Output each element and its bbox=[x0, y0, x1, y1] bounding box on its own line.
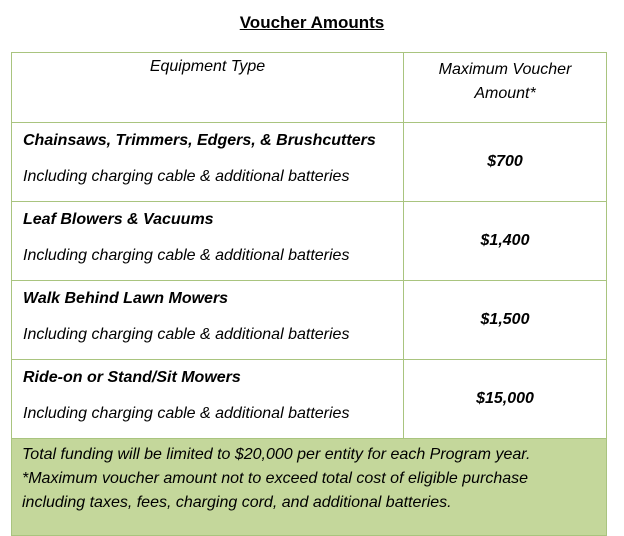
equipment-cell bbox=[12, 202, 404, 281]
equipment-note: Including charging cable & additional batteries bbox=[23, 168, 350, 185]
voucher-amount: $1,500 bbox=[404, 281, 607, 360]
table-header-row bbox=[12, 53, 607, 123]
footer-note bbox=[12, 439, 607, 536]
table-row bbox=[12, 202, 607, 281]
equipment-cell bbox=[12, 281, 404, 360]
table-footer-row bbox=[12, 439, 607, 536]
equipment-name: Ride-on or Stand/Sit Mowers bbox=[23, 369, 241, 386]
equipment-note: Including charging cable & additional batteries bbox=[23, 326, 350, 343]
equipment-cell bbox=[12, 360, 404, 439]
voucher-amount: $700 bbox=[404, 123, 607, 202]
voucher-table bbox=[11, 52, 606, 536]
equipment-note: Including charging cable & additional batteries bbox=[23, 405, 350, 422]
header-max-voucher-line1: Maximum Voucher bbox=[438, 61, 572, 78]
voucher-amount: $1,400 bbox=[404, 202, 607, 281]
footer-line-3: including taxes, fees, charging cord, and additional batteries. bbox=[22, 494, 452, 511]
equipment-name: Leaf Blowers & Vacuums bbox=[23, 211, 214, 228]
equipment-name: Walk Behind Lawn Mowers bbox=[23, 290, 229, 307]
voucher-amount: $15,000 bbox=[404, 360, 607, 439]
header-max-voucher bbox=[404, 53, 607, 123]
equipment-cell bbox=[12, 123, 404, 202]
header-max-voucher-line2: Amount* bbox=[474, 85, 536, 102]
table-row bbox=[12, 360, 607, 439]
table-row bbox=[12, 123, 607, 202]
footer-line-2: *Maximum voucher amount not to exceed total cost of eligible purchase bbox=[22, 470, 529, 487]
equipment-note: Including charging cable & additional batteries bbox=[23, 247, 350, 264]
equipment-name: Chainsaws, Trimmers, Edgers, & Brushcutters bbox=[23, 132, 376, 149]
table-row bbox=[12, 281, 607, 360]
footer-line-1: Total funding will be limited to $20,000 per entity for each Program year. bbox=[22, 446, 531, 463]
page-title: Voucher Amounts bbox=[239, 13, 385, 32]
header-equipment-type: Equipment Type bbox=[12, 53, 404, 123]
